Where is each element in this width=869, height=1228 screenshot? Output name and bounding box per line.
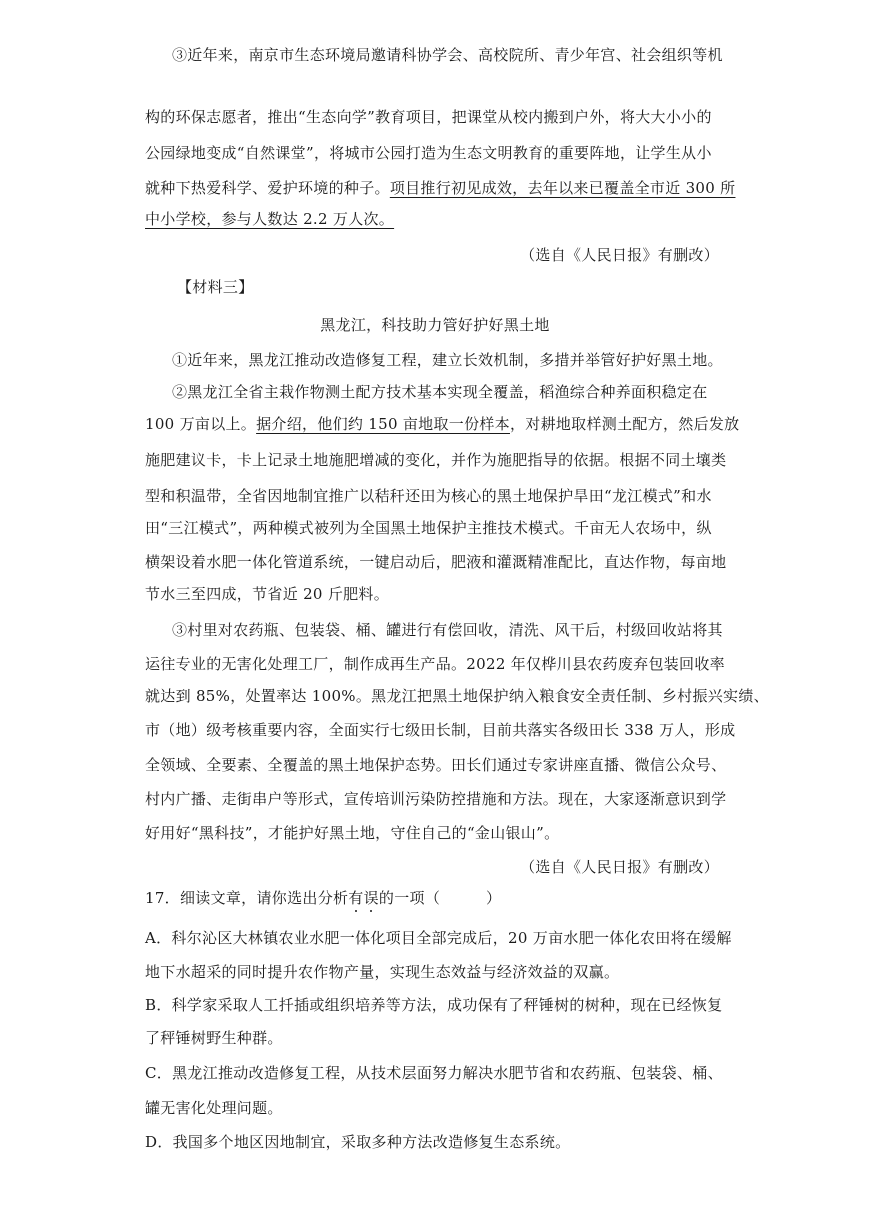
m3-p3-line-2: 运往专业的无害化处理工厂，制作成再生产品。2022 年仅桦川县农药废弃包装回收率	[145, 655, 725, 673]
m3-p3-line-1: ③村里对农药瓶、包装袋、桶、罐进行有偿回收，清洗、风干后，村级回收站将其	[172, 621, 723, 639]
article-title: 黑龙江，科技助力管好护好黑土地	[320, 316, 550, 334]
option-b-line-2: 了秤锤树野生种群。	[145, 1029, 283, 1047]
emphasis-char-wu: 误	[363, 889, 379, 907]
option-b-line-1: B．科学家采取人工扦插或组织培养等方法，成功保有了秤锤树的树种，现在已经恢复	[145, 996, 723, 1014]
question-stem	[145, 888, 725, 908]
option-c-line-1: C．黑龙江推动改造修复工程，从技术层面努力解决水肥节省和农药瓶、包装袋、桶、	[145, 1064, 723, 1082]
source-note: （选自《人民日报》有删改）	[520, 246, 719, 264]
m3-p3-line-7: 好用好“黑科技”，才能护好黑土地，守住自己的“金山银山”。	[145, 824, 560, 842]
m3-p2-line-6: 横架设着水肥一体化管道系统，一键启动后，肥液和灌溉精准配比，直达作物，每亩地	[145, 553, 727, 571]
m3-p2-line-5: 田“三江模式”，两种模式被列为全国黑土地保护主推技术模式。千亩无人农场中，纵	[145, 519, 712, 537]
m3-p2-line-2a: 100 万亩以上。	[145, 415, 257, 433]
m2-p3-line-5	[145, 209, 725, 229]
underlined-sentence: 项目推行初见成效，去年以来已覆盖全市近 300 所	[389, 179, 736, 197]
m2-p3-line-3: 公园绿地变成“自然课堂”，将城市公园打造为生态文明教育的重要阵地，让学生从小	[145, 144, 712, 162]
m3-p2-line-4: 型和积温带，全省因地制宜推广以秸秆还田为核心的黑土地保护旱田“龙江模式”和水	[145, 487, 712, 505]
option-a-line-2: 地下水超采的同时提升农作物产量，实现生态效益与经济效益的双赢。	[145, 963, 620, 981]
m3-p2-line-3: 施肥建议卡，卡上记录土地施肥增减的变化，并作为施肥指导的依据。根据不同土壤类	[145, 451, 727, 469]
underlined-sentence-end: 中小学校，参与人数达 2.2 万人次。	[145, 210, 395, 228]
m3-p2-line-1: ②黑龙江全省主栽作物测土配方技术基本实现全覆盖，稻渔综合种养面积稳定在	[172, 383, 708, 401]
option-d-line-1: D．我国多个地区因地制宜，采取多种方法改造修复生态系统。	[145, 1133, 571, 1151]
m2-p3-line-4-text: 就种下热爱科学、爱护环境的种子。	[145, 179, 390, 197]
question-stem-d: 的一项（ ）	[378, 889, 502, 907]
option-c-line-2: 罐无害化处理问题。	[145, 1099, 283, 1117]
m2-p3-line-4	[145, 178, 736, 198]
m3-p2-line-2c: ，对耕地取样测土配方，然后发放	[509, 415, 740, 433]
source-note-2: （选自《人民日报》有删改）	[520, 858, 719, 876]
m2-p3-line-1: ③近年来，南京市生态环境局邀请科协学会、高校院所、青少年宫、社会组织等机	[172, 46, 723, 64]
m3-p3-line-4: 市（地）级考核重要内容，全面实行七级田长制，目前共落实各级田长 338 万人，形成	[145, 721, 736, 739]
m3-p3-line-6: 村内广播、走街串户等形式，宣传培训污染防控措施和方法。现在，大家逐渐意识到学	[145, 790, 727, 808]
m3-p3-line-5: 全领域、全要素、全覆盖的黑土地保护态势。田长们通过专家讲座直播、微信公众号、	[145, 756, 727, 774]
emphasis-char-you: 有	[348, 889, 364, 907]
m3-p2-line-7: 节水三至四成，节省近 20 斤肥料。	[145, 585, 390, 603]
material-label: 【材料三】	[177, 278, 254, 296]
m3-p3-line-3: 就达到 85%，处置率达 100%。黑龙江把黑土地保护纳入粮食安全责任制、乡村振兴实绩、	[145, 687, 769, 705]
m3-p2-line-2	[145, 414, 740, 434]
m3-p1: ①近年来，黑龙江推动改造修复工程，建立长效机制，多措并举管好护好黑土地。	[172, 351, 723, 369]
option-a-line-1: A．科尔沁区大林镇农业水肥一体化项目全部完成后，20 万亩水肥一体化农田将在缓解	[145, 929, 732, 947]
question-stem-a: 17．细读文章，请你选出分析	[145, 889, 349, 907]
m2-p3-line-2: 构的环保志愿者，推出“生态向学”教育项目，把课堂从校内搬到户外，将大大小小的	[145, 108, 712, 126]
underlined-phrase: 据介绍，他们约 150 亩地取一份样本	[256, 415, 510, 433]
